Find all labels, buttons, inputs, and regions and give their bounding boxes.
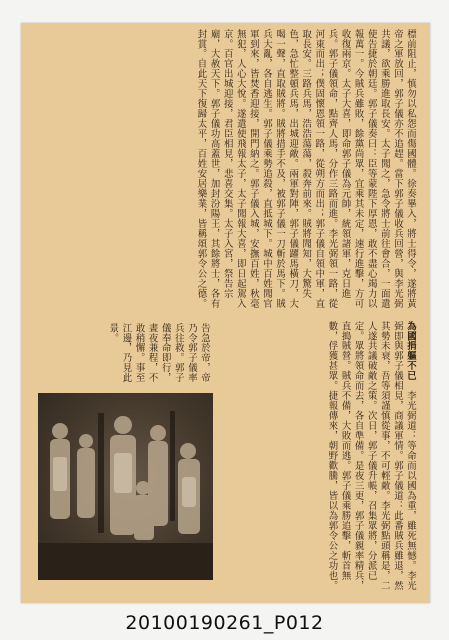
document-page [21,23,430,603]
illustration-caption: 告急於帝，帝乃令郭子儀率兵往救。郭子儀奉命即行，晝夜兼程，不敢稍懈。事至江邊，乃見此景。 [107,323,210,383]
illustration-figures [38,393,213,580]
section-heading: 為國捐軀不已 [405,321,416,381]
lower-body-text: 李光弼道：等命而以國為重，雖死無憾。李光弼即與郭子儀相見，商議軍情。郭子儀道：此番賊兵雖退，然其勢未衰，吾等須謹慎從事，不可輕敵。李光弼點頭稱是，二人遂共議破敵之策。次日，郭子儀升帳，召集眾將，分派已定。眾將領命而去，各自準備。是夜三更，郭子儀親率精兵，直搗賊營。賊兵不備，大敗而逃。郭子儀乘勝追擊，斬首無數，俘獲甚眾。捷報傳來，朝野歡騰，皆以為郭令公之功也。 [326,321,416,591]
image-id-label: 20100190261_P012 [125,612,324,634]
illustration-photo [38,393,213,580]
upper-text-block: 標前阻止，慎勿以私怨而傷國體。徐奏畢入，將士得令，遂將黃帝之軍放回，郭子儀亦不追趕。當下郭子儀收兵回營，與李光弼共議，欲乘勝進取長安。太子聞之，急令將士前往會合，一面遣使告捷於朝廷。郭子儀奏曰：臣等蒙陛下厚恩，敢不盡心竭力以報萬一。今賊兵雖敗，餘黨尚眾，宜乘其未定，速行進擊，方可收復兩京。太子大喜，即命郭子儀為元帥，統領諸軍，克日進兵。郭子儀領命，點齊人馬，分作三路而進。李光弼領一路，從河東而出；僕固懷恩領一路，從朔方而出；郭子儀自領中軍，直取長安。三路兵馬，浩浩蕩蕩，殺奔前來。賊將聞知，大驚失色，急忙整頓兵馬，出城迎敵。兩軍對陣，郭子儀躍馬橫刀，大喝一聲，直取賊將。賊將措手不及，被郭子儀一刀斬於馬下。賊兵大亂，各自逃生。郭子儀乘勢追殺，直抵城下。城中百姓聞官軍到來，皆焚香迎接，開門納之。郭子儀入城，安撫百姓，秋毫無犯，人心大悅。遂遣使飛報太子，太子聞報大喜，即日起駕入京。百官出城迎接，君臣相見，悲喜交集。太子入宮，祭告宗廟，大赦天下。郭子儀功高蓋世，加封汾陽王，其餘將士，各有封賞。自此天下復歸太平，百姓安居樂業，皆稱頌郭令公之德。 [195,29,416,309]
lower-text-block [219,321,417,599]
